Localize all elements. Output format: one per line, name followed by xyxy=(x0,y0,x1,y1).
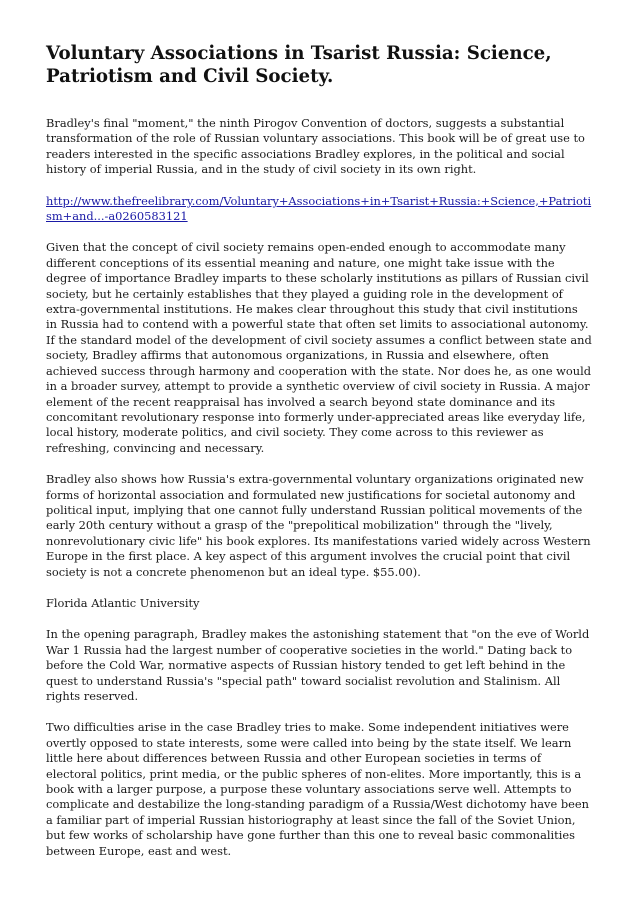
paragraph-civil-society: Given that the concept of civil society remains open-ended enough to accommodate many different conceptions of its essential meaning and nature, one might take issue with the degree of importance Bradley imparts to these scholarly institutions as pillars of Russian civil society, but he certainly establishes that they played a guiding role in the development of extra-governmental institutions. He makes clear throughout this study that civil institutions in Russia had to contend with a powerful state that often set limits to associational autonomy. If the standard model of the development of civil society assumes a conflict between state and society, Bradley affirms that autonomous organizations, in Russia and elsewhere, often achieved success through harmony and cooperation with the state. Nor does he, as one would in a broader survey, attempt to provide a synthetic overview of civil society in Russia. A major element of the recent reappraisal has involved a search beyond state dominance and its concomitant revolutionary response into formerly under-appreciated areas like everyday life, local history, moderate politics, and civil society. They come across to this reviewer as refreshing, convincing and necessary. xyxy=(46,240,592,455)
paragraph-difficulties: Two difficulties arise in the case Bradley tries to make. Some independent initiatives were overtly opposed to state interests, some were called into being by the state itself. We learn little here about differences between Russia and other European societies in terms of electoral politics, print media, or the public spheres of non-elites. More importantly, this is a book with a larger purpose, a purpose these voluntary associations serve well. Attempts to complicate and destabilize the long-standing paradigm of a Russia/West dichotomy have been a familiar part of imperial Russian historiography at least since the fall of the Soviet Union, but few works of scholarship have gone further than this one to reveal basic commonalities between Europe, east and west. xyxy=(46,720,589,858)
paragraph-opening-statement: In the opening paragraph, Bradley makes the astonishing statement that "on the eve of World War 1 Russia had the largest number of cooperative societies in the world." Dating back to before the Cold War, normative aspects of Russian history tended to get left behind in the quest to understand Russia's "special path" toward socialist revolution and Stalinism. All rights reserved. xyxy=(46,627,590,703)
article-title: Voluntary Associations in Tsarist Russia: Science, Patriotism and Civil Society. xyxy=(46,43,552,87)
paragraph-horizontal-association: Bradley also shows how Russia's extra-governmental voluntary organizations originated new forms of horizontal association and formulated new justifications for societal autonomy and political input, implying that one cannot fully understand Russian political movements of the early 20th century without a grasp of the "prepolitical mobilization" through the "lively, nonrevolutionary civic life" his book explores. Its manifestations varied widely across Western Europe in the first place. A key aspect of this argument involves the crucial point that civil society is not a concrete phenomenon but an ideal type. $55.00). xyxy=(46,472,591,579)
source-link[interactable]: http://www.thefreelibrary.com/Voluntary+Associations+in+Tsarist+Russia:+Science,+Patriotism+and...-a0260583121 xyxy=(46,193,592,224)
source-link-paragraph xyxy=(46,194,592,225)
paragraph-intro: Bradley's final "moment," the ninth Pirogov Convention of doctors, suggests a substantial transformation of the role of Russian voluntary associations. This book will be of great use to readers interested in the specific associations Bradley explores, in the political and social history of imperial Russia, and in the study of civil society in its own right. xyxy=(46,116,585,177)
paragraph-affiliation: Florida Atlantic University xyxy=(46,595,200,610)
